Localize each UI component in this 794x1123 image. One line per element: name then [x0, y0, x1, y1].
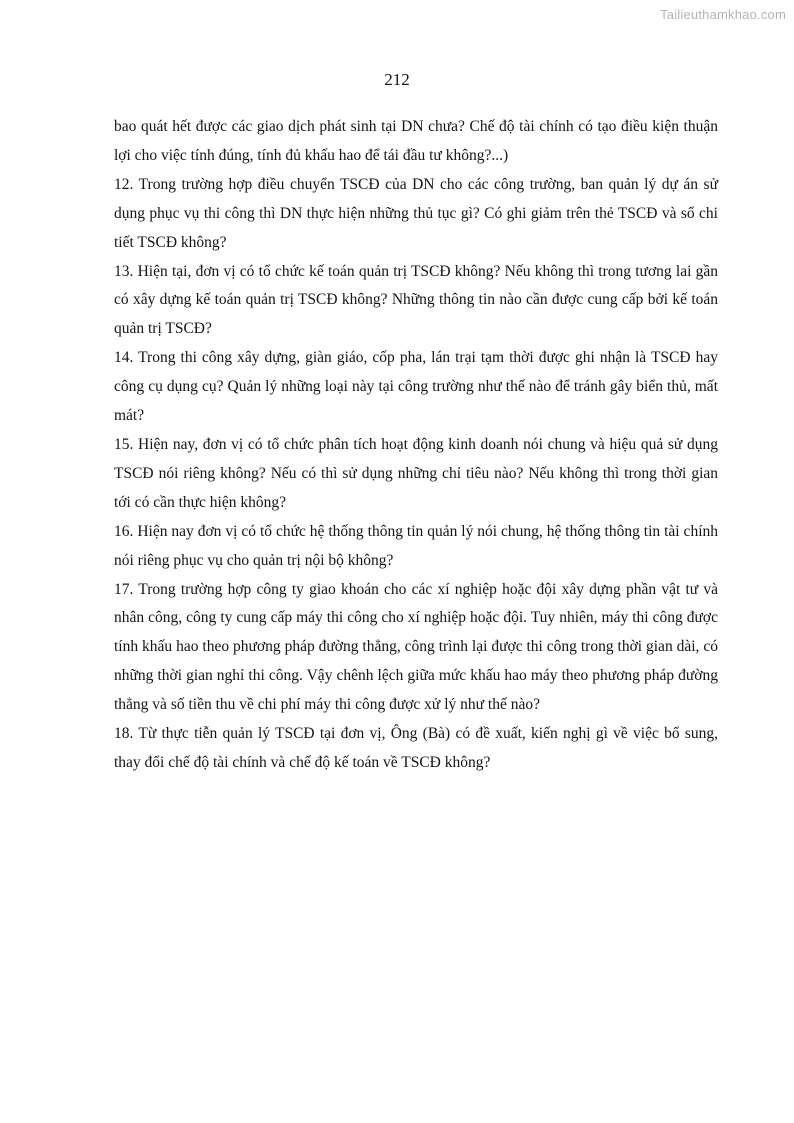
paragraph-question-17: 17. Trong trường hợp công ty giao khoán cho các xí nghiệp hoặc đội xây dựng phần vật tư và nhân công, công ty cung cấp máy thi công cho xí nghiệp hoặc đội. Tuy nhiên, máy thi công được tính khấu hao theo phương pháp đường thẳng, công trình lại được thi công trong thời gian dài, có những thời gian nghỉ thi công. Vậy chênh lệch giữa mức khấu hao máy theo phương pháp đường thẳng và số tiền thu về chi phí máy thi công được xử lý như thế nào? — [114, 580, 718, 714]
watermark: Tailieuthamkhao.com — [660, 7, 786, 22]
paragraph-question-18: 18. Từ thực tiễn quản lý TSCĐ tại đơn vị, Ông (Bà) có đề xuất, kiến nghị gì về việc bổ sung, thay đổi chế độ tài chính và chế độ kế toán về TSCĐ không? — [114, 725, 718, 771]
paragraph-question-14: 14. Trong thi công xây dựng, giàn giáo, cốp pha, lán trại tạm thời được ghi nhận là TSCĐ hay công cụ dụng cụ? Quản lý những loại này tại công trường như thế nào để tránh gây biển thủ, mất mát? — [114, 349, 718, 425]
paragraph-question-13: 13. Hiện tại, đơn vị có tổ chức kế toán quản trị TSCĐ không? Nếu không thì trong tương lai gần có xây dựng kế toán quản trị TSCĐ không? Những thông tin nào cần được cung cấp bởi kế toán quản trị TSCĐ? — [114, 262, 718, 338]
paragraph-question-12: 12. Trong trường hợp điều chuyển TSCĐ của DN cho các công trường, ban quản lý dự án sử dụng phục vụ thi công thì DN thực hiện những thủ tục gì? Có ghi giảm trên thẻ TSCĐ và sổ chi tiết TSCĐ không? — [114, 175, 718, 251]
document-body — [114, 113, 718, 778]
paragraph-question-15: 15. Hiện nay, đơn vị có tổ chức phân tích hoạt động kinh doanh nói chung và hiệu quả sử dụng TSCĐ nói riêng không? Nếu có thì sử dụng những chỉ tiêu nào? Nếu không thì trong thời gian tới có cần thực hiện không? — [114, 435, 718, 511]
paragraph-continuation: bao quát hết được các giao dịch phát sinh tại DN chưa? Chế độ tài chính có tạo điều kiện thuận lợi cho việc tính đúng, tính đủ khấu hao để tái đầu tư không?...) — [114, 118, 718, 164]
page-number: 212 — [384, 70, 410, 89]
paragraph-question-16: 16. Hiện nay đơn vị có tổ chức hệ thống thông tin quản lý nói chung, hệ thống thông tin tài chính nói riêng phục vụ cho quản trị nội bộ không? — [114, 522, 718, 569]
